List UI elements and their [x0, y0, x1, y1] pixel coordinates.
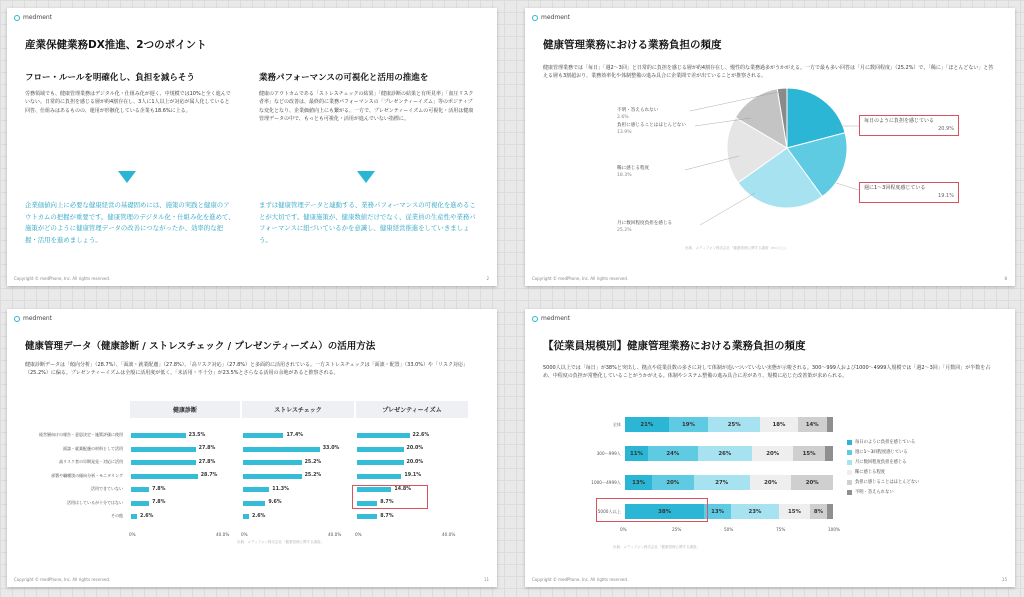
axis-tick-label: 0%: [241, 531, 248, 537]
bar-segment: [825, 446, 833, 461]
slide-burden-by-size[interactable]: [525, 309, 1015, 587]
axis-tick-label: 25%: [672, 527, 682, 532]
copyright: Copyright © medPhone, Inc. All rights reserved.: [14, 276, 111, 281]
bar-segment: 24%: [648, 446, 698, 461]
bar-value-label: 14.8%: [394, 486, 412, 492]
brand-logo: [532, 315, 570, 322]
page-number: 8: [1004, 276, 1007, 281]
slide-title: 健康管理データ（健康診断 / ストレスチェック / プレゼンティーズム）の活用方法: [25, 341, 376, 352]
slide-data-usage[interactable]: [7, 309, 497, 587]
legend-item: [847, 489, 894, 495]
slide-title: 【従業員規模別】健康管理業務における業務負担の頻度: [543, 340, 806, 352]
bar-segment: 19%: [669, 417, 709, 432]
legend-item: [847, 479, 919, 485]
highlight-box: [596, 498, 708, 522]
axis-tick-label: 50%: [724, 527, 734, 532]
pie-label-unknown: 不明・答えられない 2.6%: [617, 108, 659, 120]
bar-segment: 23%: [731, 504, 779, 519]
column2-conclusion: まずは健康管理データと連動する、業務パフォーマンスの可視化を進めることが大切です。健康施策が、健康数値だけでなく、従業員の生産性や業務パフォーマンスに紐づいているかを意識し、健康経営推進をしていきましょう。: [259, 201, 476, 244]
slide-intro: 健康診断データは「傾向分析」（28.7%）、「面談・就業配慮」（27.8%）、「高リスク対応」（27.8%）と多面的に活用されている。一方ストレスチェックは「面談・配置」（33.0%）や「リスク対応」（25.2%）に偏る。プレゼンティーイズムは全般に活用度が低く、「未活用・不十分」が23.5%とさらなる活用の余地があると推察される。: [25, 362, 468, 377]
bar-segment: 13%: [704, 504, 731, 519]
logo-icon: [532, 316, 538, 322]
legend-item: [847, 459, 907, 465]
legend-item: [847, 449, 908, 455]
slide-burden-frequency[interactable]: [525, 8, 1015, 286]
source-note: 出典：メディフォン株式会社「健康管理に関する調査」: [237, 540, 325, 544]
legend-label: 月に数回程度負担を感じる: [855, 460, 907, 465]
slide-title: 産業保健業務DX推進、2つのポイント: [25, 39, 207, 51]
bar: [243, 460, 302, 465]
leader-lines: [525, 8, 1015, 286]
category-label: 300〜999人: [596, 451, 621, 456]
bar-segment: [827, 504, 833, 519]
copyright: Copyright © medPhone, Inc. All rights reserved.: [532, 276, 629, 281]
bar-segment: 25%: [708, 417, 760, 432]
legend-item: [847, 439, 915, 445]
legend-swatch: [847, 450, 852, 455]
bar-segment: 15%: [779, 504, 810, 519]
bar: [243, 487, 269, 492]
bar-segment: 18%: [760, 417, 797, 432]
bar-segment: 20%: [791, 475, 833, 490]
column2-body: 健康のアウトカムである「ストレスチェックの結果」「健康診断の結果と有所見率」「血圧リスク者率」などの改善は、最終的に業務パフォーマンスの「プレゼンティーイズム」等のポジティブな変化となり、企業価値向上にも繋がる。一方で、プレゼンティーイズムの可視化・活用は健康管理データの中で、もっとも可視化・活用が進んでいない指標に。: [259, 91, 474, 122]
slide-title: 健康管理業務における業務負担の頻度: [543, 39, 722, 51]
bar: [131, 447, 196, 452]
row-label: 高リスク者の早期発見・対応に活用: [59, 459, 123, 464]
bar-value-label: 25.2%: [304, 473, 322, 478]
arrow-down-icon: [357, 171, 375, 183]
bar: [131, 501, 149, 506]
arrow-down-icon: [118, 171, 136, 183]
bar-value-label: 7.8%: [152, 500, 166, 505]
legend-swatch: [847, 480, 852, 485]
legend-label: 負担に感じることはほとんどない: [855, 480, 920, 485]
category-label: 全体: [612, 422, 621, 427]
bar-segment: 8%: [810, 504, 827, 519]
brand-logo: [14, 315, 52, 322]
axis-tick-label: 40.0%: [328, 531, 342, 537]
bar: [357, 474, 401, 479]
category-label: 5000人以上: [597, 509, 621, 514]
logo-icon: [14, 15, 20, 21]
axis-tick-label: 75%: [776, 527, 786, 532]
slide-intro: 健康管理業務では「毎日」「週2〜3回」と日常的に負担を感じる層が約4割存在し、慢性的な業務過多がうかがえる。一方で最も多い回答は「月に数回程度」（25.2%）で、「稀に」「ほとんどない」と答える層も3割超おり、業務効率化や体制整備の進み具合に企業間で差が出ていることが推察される。: [543, 65, 994, 80]
bar: [243, 514, 249, 519]
copyright: Copyright © medPhone, Inc. All rights reserved.: [532, 577, 629, 582]
bar: [357, 460, 404, 465]
legend-swatch: [847, 470, 852, 475]
bar: [131, 514, 137, 519]
bar-segment: 20%: [752, 446, 794, 461]
legend-label: 稀に感じる程度: [855, 470, 886, 475]
logo-icon: [14, 316, 20, 322]
legend-label: 毎日のように負担を感じている: [855, 440, 916, 445]
bar-value-label: 27.8%: [198, 446, 216, 451]
highlight-box: [352, 485, 428, 509]
bar: [357, 433, 410, 438]
bar-value-label: 25.2%: [304, 459, 322, 465]
copyright: Copyright © medPhone, Inc. All rights reserved.: [14, 577, 111, 582]
slide-intro: 5000人以上では「毎日」が38%と突出し、拠点や従業員数の多さに対して体制が追いついていない実態が示唆される。300〜999人および1000〜4999人規模では「週2〜3回」「月数回」が半数を占め、中程度の負担が常態化していることがうかがえる。体制やシステム整備の進み具合に差があり、規模に応じた改善策が求められる。: [543, 365, 991, 380]
pie-label-rarely: 稀に感じる程度 18.3%: [617, 166, 650, 178]
bar-value-label: 7.8%: [152, 486, 166, 492]
legend-label: 不明・答えられない: [855, 490, 894, 495]
bar-segment: 13%: [625, 475, 652, 490]
legend-swatch: [847, 460, 852, 465]
bar-value-label: 2.6%: [252, 513, 266, 519]
row-label: その他: [111, 513, 123, 518]
pie-label-monthly: 月に数回程度負担を感じる 25.2%: [617, 221, 673, 233]
column-header-health-check: 健康診断: [130, 401, 240, 418]
column-header-presenteeism: プレゼンティーイズム: [356, 401, 468, 418]
bar-value-label: 28.7%: [200, 473, 218, 478]
callout-weekly: 週に1〜3回程度感じている 19.1%: [859, 182, 959, 203]
page-number: 11: [483, 577, 489, 582]
legend-label: 週に1〜3回程度感じている: [855, 450, 908, 455]
category-label: 1000〜4999人: [591, 480, 621, 485]
row-label: 活用できていない: [91, 486, 123, 491]
page-number: 15: [1001, 577, 1007, 582]
axis-tick-label: 0%: [620, 527, 627, 532]
legend-swatch: [847, 490, 852, 495]
bar: [243, 433, 283, 438]
source-note: 出典：メディフォン株式会社「健康管理に関する調査（n=○○）」: [685, 246, 789, 250]
row-label: 経営層向けの報告・意思決定・施策評価に使用: [39, 432, 123, 437]
bar: [131, 433, 186, 438]
column2-heading: 業務パフォーマンスの可視化と活用の推進を: [259, 73, 429, 83]
bar: [357, 447, 404, 452]
bar-value-label: 8.7%: [380, 500, 394, 505]
column1-body: 労務領域でも、健康管理業務はデジタル化・仕組み化が遅く、中規模では10%と全く進んでいない。日常的に負担を感じる層が約4割存在し、3人に1人以上が対応が属人化していると回答、仕組みはあるものの、運用が形骸化している企業も18.6%に上る。: [25, 91, 231, 114]
bar-segment: [827, 417, 833, 432]
axis-tick-label: 100%: [828, 527, 840, 532]
bar: [243, 474, 302, 479]
legend-item: [847, 469, 885, 475]
callout-daily: 毎日のように負担を感じている 20.9%: [859, 115, 959, 136]
bar-segment: 11%: [625, 446, 648, 461]
brand-name: medment: [541, 14, 571, 21]
column1-heading: フロー・ルールを明確化し、負担を減らそう: [25, 73, 195, 83]
row-label: 面談・就業配慮の材料として活用: [63, 445, 123, 451]
bar-segment: 15%: [793, 446, 824, 461]
bar-value-label: 23.5%: [188, 432, 206, 438]
bar: [243, 447, 320, 452]
bar-value-label: 22.6%: [412, 432, 430, 438]
bar-segment: 26%: [698, 446, 752, 461]
bar: [131, 460, 196, 465]
brand-name: medment: [541, 315, 571, 322]
row-label: 活用はしているが十分ではない: [67, 499, 123, 505]
row-label: 部署や職種別の傾向分析・モニタリング: [51, 472, 123, 478]
pie-label-rarely-none: 負担に感じることはほとんどない 13.9%: [617, 123, 686, 135]
brand-name: medment: [23, 315, 53, 322]
axis-tick-label: 0%: [355, 531, 362, 537]
column-header-stress-check: ストレスチェック: [242, 401, 354, 418]
axis-tick-label: 0%: [129, 531, 136, 537]
bar-value-label: 2.6%: [140, 513, 154, 519]
bar-value-label: 11.3%: [272, 486, 289, 492]
bar-value-label: 19.1%: [404, 473, 422, 478]
brand-name: medment: [23, 14, 53, 21]
bar: [131, 474, 198, 479]
bar: [131, 487, 149, 492]
bar-segment: 27%: [694, 475, 750, 490]
bar-segment: 38%: [625, 504, 704, 519]
bar-value-label: 27.8%: [198, 459, 216, 465]
bar-value-label: 20.0%: [406, 446, 424, 451]
bar-value-label: 8.7%: [380, 513, 394, 519]
bar-segment: 20%: [652, 475, 694, 490]
bar: [243, 501, 265, 506]
legend-swatch: [847, 440, 852, 445]
bar-value-label: 33.0%: [322, 446, 340, 451]
axis-tick-label: 40.0%: [442, 531, 456, 537]
bar-segment: 14%: [798, 417, 827, 432]
bar-value-label: 20.0%: [406, 459, 424, 465]
axis-tick-label: 40.0%: [216, 531, 230, 537]
bar-segment: 21%: [625, 417, 669, 432]
brand-logo: [14, 14, 52, 21]
bar-value-label: 17.4%: [286, 432, 304, 438]
bar-segment: 20%: [750, 475, 792, 490]
page-number: 2: [486, 276, 489, 281]
bar-value-label: 9.6%: [268, 500, 282, 505]
slide-dx-points[interactable]: [7, 8, 497, 286]
column1-conclusion: 企業価値向上に必要な健康経営の基礎固めには、施策の実践と健康のアウトカムの把握が重要です。健康管理のデジタル化・仕組み化を進めて、施策がどのように健康管理データの改善につながったか、効率的な把握・活用を進めましょう。: [25, 201, 235, 244]
bar: [357, 514, 377, 519]
source-note: 出典：メディフォン株式会社「健康管理に関する調査」: [613, 545, 701, 549]
